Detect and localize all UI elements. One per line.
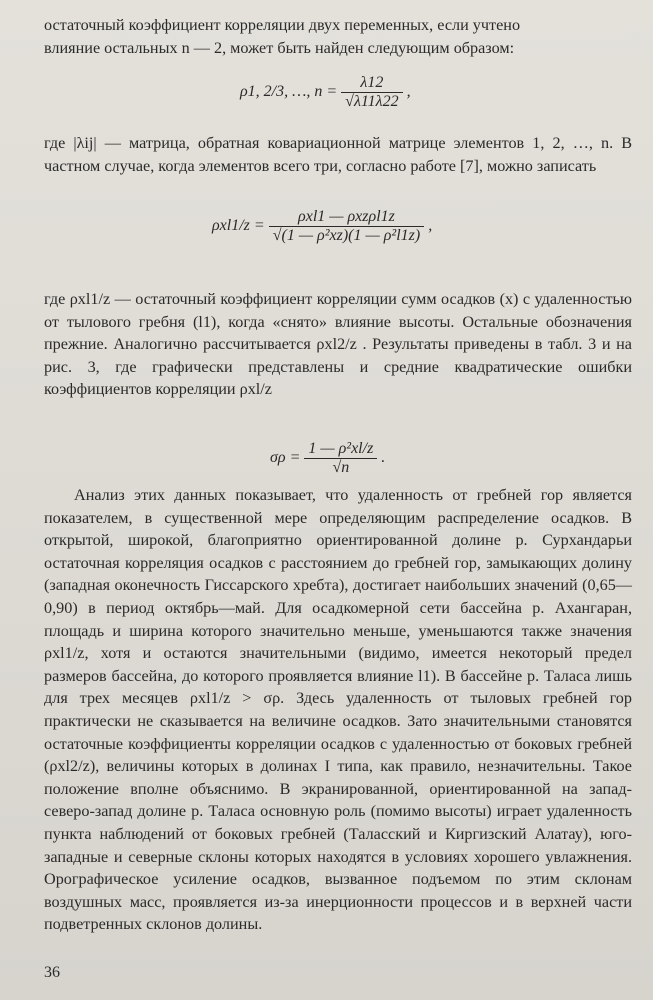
formula-3-lhs: σρ =	[270, 449, 301, 467]
analysis-text: Анализ этих данных показывает, что удаленность от гребней гор является показателем, в существенной мере определяющим распределение осадков. В открытой, широкой, благоприятно ориентированной долине р. Сурхандарьи остаточная корреляция осадков с расстоянием до гребней гор, замыкающих долину (западная оконечность Гиссарского хребта), достигает наибольших значений (0,65—0,90) в период октябрь—май. Для осадкомерной сети бассейна р. Ахангаран, площадь и ширина которого значительно меньше, уменьшаются также значения ρxl1/z, хотя и остаются значительными (видимо, имеется некоторый предел размеров бассейна, до которого проявляется влияние l1). В бассейне р. Таласа лишь для трех месяцев ρxl1/z > σρ. Здесь удаленность от тыловых гребней гор практически не сказывается на величине осадков. Зато значительными становятся остаточные коэффициенты корреляции осадков с удаленностью от боковых гребней (ρxl2/z), величины которых в долинах I типа, как правило, незначительны. Такое положение вполне объяснимо. В экранированной, ориентированной на запад-северо-запад долине р. Таласа основную роль (помимо высоты) играет удаленность пункта наблюдений от боковых гребней (Таласский и Киргизский Алатау), юго-западные и северные склоны которых находятся в условиях хорошего увлажнения. Орографическое усиление осадков, вызванное подъемом по этим склонам воздушных масс, проявляется из-за инерционности процессов и в верхней части подветренных склонов долины.	[44, 486, 632, 934]
paragraph-matrix	[44, 132, 632, 177]
formula-partial-correlation-general	[240, 74, 411, 111]
formula-standard-error	[270, 440, 385, 477]
formula-1-tail: ,	[406, 83, 411, 101]
formula-2-lhs: ρxl1/z =	[212, 217, 265, 235]
formula-1-fraction	[341, 74, 402, 111]
formula-1-denominator: √λ11λ22	[345, 93, 399, 110]
formula-1-numerator: λ12	[341, 74, 402, 93]
paragraph-definitions	[44, 288, 632, 401]
formula-2-denominator: √(1 — ρ²xz)(1 — ρ²l1z)	[272, 227, 421, 244]
definitions-text: где ρxl1/z — остаточный коэффициент корреляции сумм осадков (x) с удаленностью от тылового гребня (l1), когда «снято» влияние высоты. Остальные обозначения прежние. Аналогично рассчитывается ρxl2/z . Результаты приведены в табл. 3 и на рис. 3, где графически представлены и средние квадратические ошибки коэффициентов корреляции ρxl/z	[44, 290, 632, 399]
formula-1-lhs: ρ1, 2/3, …, n =	[240, 83, 338, 101]
paragraph-intro	[44, 14, 632, 59]
paragraph-analysis	[44, 484, 632, 936]
matrix-text: где |λij| — матрица, обратная ковариационной матрице элементов 1, 2, …, n. В частном случае, когда элементов всего три, согласно работе [7], можно записать	[44, 134, 632, 175]
formula-3-fraction	[304, 440, 377, 477]
formula-3-tail: .	[381, 449, 386, 467]
formula-2-numerator: ρxl1 — ρxzρl1z	[269, 208, 425, 227]
intro-line-1: остаточный коэффициент корреляции двух переменных, если учтено	[44, 16, 521, 34]
formula-2-tail: ,	[428, 217, 433, 235]
formula-2-fraction	[269, 208, 425, 245]
intro-line-2: влияние остальных n — 2, может быть найден следующим образом:	[44, 38, 515, 57]
formula-3-numerator: 1 — ρ²xl/z	[304, 440, 377, 459]
page-number: 36	[44, 964, 60, 981]
formula-3-denominator: √n	[332, 459, 350, 476]
formula-partial-correlation-three	[212, 208, 432, 245]
